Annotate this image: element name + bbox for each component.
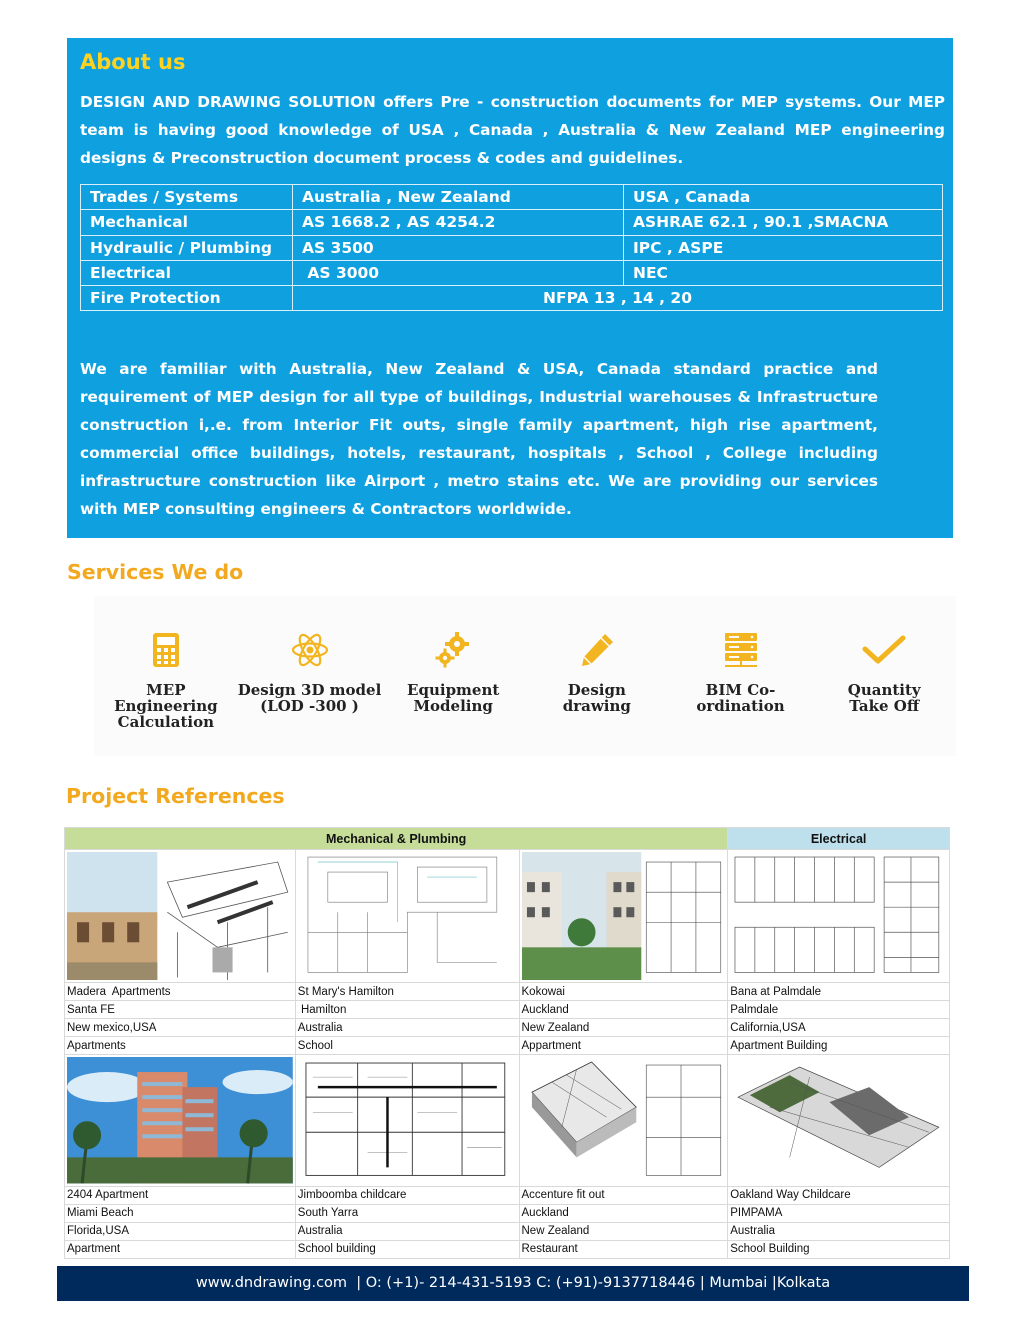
- project-type: Apartments: [65, 1037, 296, 1055]
- project-country: Australia: [728, 1222, 950, 1240]
- codes-cell: Fire Protection: [81, 286, 293, 311]
- footer-contact-text: www.dndrawing.com | O: (+1)- 214-431-5193 C: (+91)-9137718446 | Mumbai |Kolkata: [195, 1275, 831, 1291]
- project-image-cell: [519, 1055, 728, 1186]
- gears-icon: [435, 630, 471, 670]
- codes-table: [80, 184, 943, 311]
- project-type: School Building: [728, 1240, 950, 1258]
- project-city: Miami Beach: [65, 1204, 296, 1222]
- codes-cell-fire-standard: NFPA 13 , 14 , 20: [293, 286, 943, 311]
- table-row: [65, 1222, 950, 1240]
- project-country: California,USA: [728, 1019, 950, 1037]
- kokowai-image: [522, 852, 726, 980]
- codes-row: [81, 235, 943, 260]
- codes-header-cell: USA , Canada: [624, 185, 943, 210]
- pencil-icon: [579, 630, 615, 670]
- services-title: Services We do: [67, 560, 244, 584]
- table-row: [65, 1001, 950, 1019]
- project-image-cell: [65, 850, 296, 983]
- jimboomba-childcare-image: [298, 1057, 517, 1183]
- about-familiar: We are familiar with Australia, New Zealand & USA, Canada standard practice and requirement of MEP design for all type of buildings, Industrial warehouses & Infrastructure construction i,.e. from Interior Fit outs, single family apartment, high rise apartment, commercial office buildings, hotels, restaurant, hospitals , School , College including infrastructure construction like Airport , metro stains etc. We are providing our services with MEP consulting engineers & Contractors worldwide.: [80, 360, 878, 519]
- project-name: Accenture fit out: [519, 1186, 728, 1204]
- references-title: Project References: [66, 784, 285, 808]
- codes-cell: ASHRAE 62.1 , 90.1 ,SMACNA: [624, 210, 943, 235]
- references-table: [64, 827, 950, 1259]
- project-city: Palmdale: [728, 1001, 950, 1019]
- header-mechanical-plumbing: Mechanical & Plumbing: [65, 828, 728, 850]
- project-type: Appartment: [519, 1037, 728, 1055]
- codes-row: [81, 260, 943, 285]
- table-row: [65, 1019, 950, 1037]
- about-title: About us: [80, 50, 186, 74]
- project-name: Bana at Palmdale: [728, 983, 950, 1001]
- service-item: [669, 596, 813, 756]
- image-row: [65, 1055, 950, 1186]
- project-name: Madera Apartments: [65, 983, 296, 1001]
- project-city: Hamilton: [295, 1001, 519, 1019]
- codes-cell: Hydraulic / Plumbing: [81, 235, 293, 260]
- project-city: Auckland: [519, 1001, 728, 1019]
- codes-header-cell: Trades / Systems: [81, 185, 293, 210]
- project-city: Auckland: [519, 1204, 728, 1222]
- service-item: [381, 596, 525, 756]
- project-image-cell: [728, 1055, 950, 1186]
- about-section: [67, 38, 953, 538]
- codes-cell: AS 1668.2 , AS 4254.2: [293, 210, 624, 235]
- project-type: Apartment Building: [728, 1037, 950, 1055]
- accenture-fit-out-image: [522, 1057, 726, 1183]
- codes-cell: AS 3500: [293, 235, 624, 260]
- atom-icon: [290, 630, 330, 670]
- service-item: [525, 596, 669, 756]
- codes-cell: Electrical: [81, 260, 293, 285]
- project-name: 2404 Apartment: [65, 1186, 296, 1204]
- codes-row-fire: [81, 286, 943, 311]
- project-country: New Zealand: [519, 1222, 728, 1240]
- service-label: Design drawing: [562, 681, 631, 715]
- codes-cell: AS 3000: [293, 260, 624, 285]
- service-label: MEP Engineering Calculation: [114, 681, 218, 731]
- project-name: Oakland Way Childcare: [728, 1186, 950, 1204]
- checkmark-icon: [862, 630, 906, 670]
- project-image-cell: [519, 850, 728, 983]
- codes-cell: Mechanical: [81, 210, 293, 235]
- 2404-apartment-image: [67, 1057, 293, 1183]
- footer-bar: [57, 1266, 969, 1301]
- project-type: School building: [295, 1240, 519, 1258]
- bana-at-palmdale-image: [730, 852, 947, 980]
- project-image-cell: [65, 1055, 296, 1186]
- table-row: [65, 983, 950, 1001]
- service-label: Quantity Take Off: [847, 681, 921, 715]
- references-header-row: [65, 828, 950, 850]
- codes-row: [81, 210, 943, 235]
- project-image-cell: [728, 850, 950, 983]
- server-icon: [723, 630, 759, 670]
- service-item: [812, 596, 956, 756]
- codes-header-cell: Australia , New Zealand: [293, 185, 624, 210]
- table-row: [65, 1240, 950, 1258]
- codes-cell: NEC: [624, 260, 943, 285]
- calculator-icon: [152, 630, 180, 670]
- project-city: Santa FE: [65, 1001, 296, 1019]
- project-type: Restaurant: [519, 1240, 728, 1258]
- project-country: New mexico,USA: [65, 1019, 296, 1037]
- project-city: South Yarra: [295, 1204, 519, 1222]
- madera-apartments-image: [67, 852, 293, 980]
- oakland-way-childcare-image: [730, 1057, 947, 1183]
- project-image-cell: [295, 850, 519, 983]
- service-label: Equipment Modeling: [407, 681, 500, 715]
- codes-cell: IPC , ASPE: [624, 235, 943, 260]
- table-row: [65, 1186, 950, 1204]
- project-type: School: [295, 1037, 519, 1055]
- project-country: New Zealand: [519, 1019, 728, 1037]
- service-label: Design 3D model (LOD -300 ): [237, 681, 382, 715]
- project-image-cell: [295, 1055, 519, 1186]
- project-name: Jimboomba childcare: [295, 1186, 519, 1204]
- service-label: BIM Co- ordination: [696, 681, 785, 715]
- table-row: [65, 1204, 950, 1222]
- project-country: Florida,USA: [65, 1222, 296, 1240]
- services-strip: [94, 596, 956, 756]
- project-city: PIMPAMA: [728, 1204, 950, 1222]
- project-name: St Mary's Hamilton: [295, 983, 519, 1001]
- service-item: [238, 596, 382, 756]
- project-country: Australia: [295, 1019, 519, 1037]
- image-row: [65, 850, 950, 983]
- about-intro: DESIGN AND DRAWING SOLUTION offers Pre - construction documents for MEP systems. Our MEP team is having good knowledge of USA , Canada , Australia & New Zealand MEP engineering designs & Preconstruction document process & codes and guidelines.: [80, 93, 945, 167]
- header-electrical: Electrical: [728, 828, 950, 850]
- codes-header-row: [81, 185, 943, 210]
- project-name: Kokowai: [519, 983, 728, 1001]
- project-type: Apartment: [65, 1240, 296, 1258]
- table-row: [65, 1037, 950, 1055]
- st-marys-hamilton-image: [298, 852, 517, 980]
- project-country: Australia: [295, 1222, 519, 1240]
- service-item: [94, 596, 238, 756]
